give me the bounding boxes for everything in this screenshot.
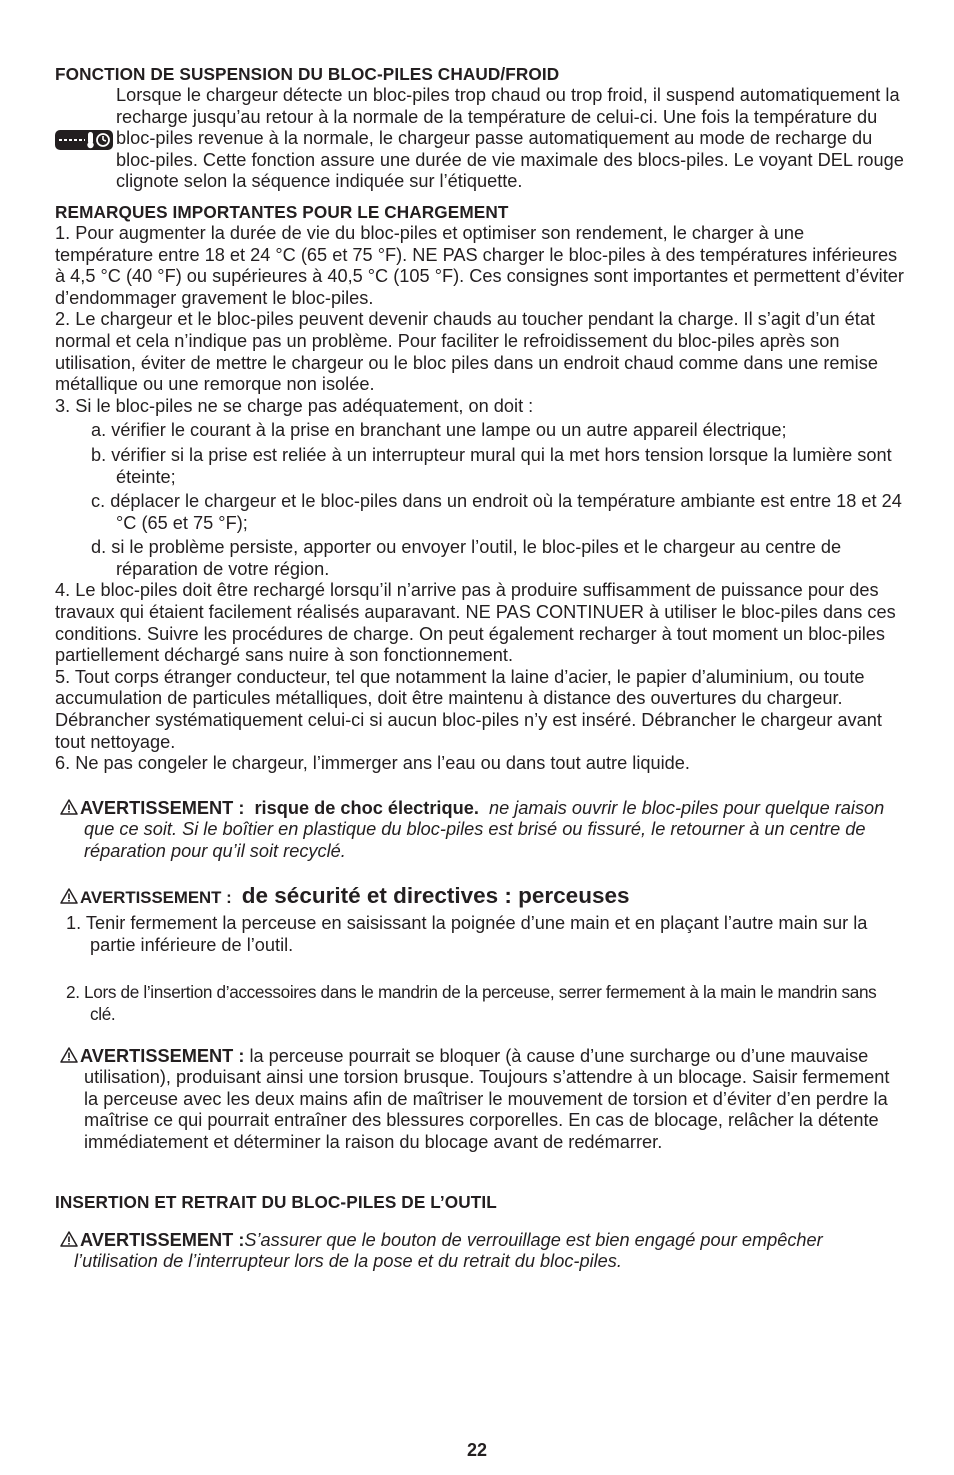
charging-note-3: 3. Si le bloc-piles ne se charge pas adéquatement, on doit : — [55, 395, 534, 416]
warning-label: AVERTISSEMENT : — [80, 1045, 245, 1066]
warning-lock-button — [60, 1230, 905, 1273]
warning-label: AVERTISSEMENT : — [80, 887, 232, 907]
charging-note-1: 1. Pour augmenter la durée de vie du bloc-piles et optimiser son rendement, le charger à une température entre 18 et 24 °C (65 et 75 °F). NE PAS charger le bloc-piles à des températures inférieures à 4,5 °C (40 °F) ou supérieures à 40,5 °C (105 °F). Ces consignes sont importantes et permettent d’éviter d’endommager gravement le bloc-piles. — [55, 222, 904, 308]
charging-note-3a: a. vérifier le courant à la prise en branchant une lampe ou un autre appareil électrique; — [91, 420, 787, 441]
charging-note-3b: b. vérifier si la prise est reliée à un interrupteur mural qui la met hors tension lorsque la lumière sont éteinte; — [91, 444, 892, 487]
warning-shock — [60, 798, 905, 863]
manual-page — [55, 64, 905, 1273]
warning-label: AVERTISSEMENT : — [80, 797, 245, 818]
warning-triangle-icon — [60, 1231, 78, 1247]
warning-shock-text: ne jamais ouvrir le bloc-piles pour quelque raison que ce soit. Si le boîtier en plastique du bloc-piles est brisé ou fissuré, le retourner à un centre de réparation pour qu’il soit recyclé. — [84, 797, 885, 861]
hot-cold-block — [55, 85, 905, 193]
section-title-hot-cold: FONCTION DE SUSPENSION DU BLOC-PILES CHAUD/FROID — [55, 64, 560, 84]
warning-shock-bold: risque de choc électrique. — [254, 797, 479, 818]
page-number: 22 — [466, 1440, 488, 1460]
warning-binding — [60, 1046, 905, 1154]
warning-binding-text: la perceuse pourrait se bloquer (à cause d’une surcharge ou d’une mauvaise utilisation), produisant ainsi une torsion brusque. Toujours s’attendre à un blocage. Saisir fermement la perceuse avec les deux mains afin de maîtriser le mouvement de torsion et d’éviter d’en perdre la maîtrise ce qui pourrait entraîner des blessures corporelles. En cas de blocage, relâcher la détente immédiatement et déterminer la raison du blocage avant de redémarrer. — [84, 1045, 890, 1152]
drill-instruction-1: 1. Tenir fermement la perceuse en saisissant la poignée d’une main et en plaçant l’autre main sur la partie inférieure de l’outil. — [66, 913, 868, 955]
warning-triangle-icon — [60, 1047, 78, 1063]
charging-note-3d: d. si le problème persiste, apporter ou envoyer l’outil, le bloc-piles et le chargeur au centre de réparation de votre région. — [91, 537, 842, 579]
drills-heading: de sécurité et directives : perceuses — [241, 882, 630, 908]
charging-note-3c: c. déplacer le chargeur et le bloc-piles dans un endroit où la température ambiante est entre 18 et 24 °C (65 et 75 °F); — [91, 491, 902, 533]
charging-note-2: 2. Le chargeur et le bloc-piles peuvent devenir chauds au toucher pendant la charge. Il s’agit d’un état normal et cela n’indique pas un problème. Pour faciliter le refroidissement du bloc-piles après son utilisation, éviter de mettre le chargeur ou le bloc piles dans un endroit chaud comme dans une remise métallique ou une remorque non isolée. — [55, 309, 878, 395]
drill-instruction-2: 2. Lors de l’insertion d’accessoires dans le mandrin de la perceuse, serrer fermement à la main le mandrin sans clé. — [66, 982, 877, 1024]
charging-note-4: 4. Le bloc-piles doit être rechargé lorsqu’il n’arrive pas à produire suffisamment de puissance pour des travaux qui étaient facilement réalisés auparavant. NE PAS CONTINUER à utiliser le bloc-piles dans ces conditions. Suivre les procédures de charge. On peut également recharger à tout moment un bloc-piles partiellement déchargé sans nuire à son fonctionnement. — [55, 580, 896, 666]
warning-label: AVERTISSEMENT : — [80, 1229, 245, 1250]
warning-triangle-icon — [60, 799, 78, 815]
warning-lock-text: S’assurer que le bouton de verrouillage est bien engagé pour empêcher l’utilisation de l’interrupteur lors de la pose et du retrait du bloc-piles. — [74, 1229, 823, 1272]
charging-note-6: 6. Ne pas congeler le chargeur, l’immerger ans l’eau ou dans tout autre liquide. — [55, 753, 690, 774]
section-title-charging-notes: REMARQUES IMPORTANTES POUR LE CHARGEMENT — [55, 201, 509, 222]
charging-note-5: 5. Tout corps étranger conducteur, tel que notamment la laine d’acier, le papier d’aluminium, ou toute accumulation de particules métalliques, doit être maintenu à distance des ouvertures du chargeur. Débrancher systématiquement celui-ci si aucun bloc-piles n’y est inséré. Débrancher le chargeur avant tout nettoyage. — [55, 666, 882, 752]
warning-triangle-icon — [60, 888, 78, 904]
battery-thermometer-icon — [55, 129, 113, 151]
section-title-insertion: INSERTION ET RETRAIT DU BLOC-PILES DE L’OUTIL — [55, 1191, 497, 1212]
warning-drills-heading — [60, 882, 905, 909]
hot-cold-text: Lorsque le chargeur détecte un bloc-piles trop chaud ou trop froid, il suspend automatiquement la recharge jusqu’au retour à la normale de la température de celui-ci. Une fois la température du bloc-piles revenue à la normale, le chargeur passe automatiquement au mode de recharge du bloc-piles. Cette fonction assure une durée de vie maximale des blocs-piles. Le voyant DEL rouge clignote selon la séquence indiquée sur l’étiquette. — [116, 85, 904, 192]
